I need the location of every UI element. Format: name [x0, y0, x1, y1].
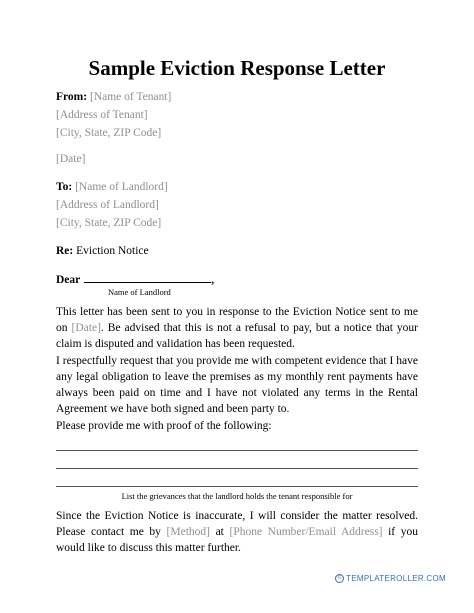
grievances-caption: List the grievances that the landlord holds the tenant responsible for — [121, 491, 353, 501]
re-label: Re: — [56, 245, 74, 257]
date-placeholder: Date — [59, 153, 82, 165]
grievance-line-3 — [56, 486, 418, 487]
from-city-line: [City, State, ZIP Code] — [56, 127, 162, 139]
page-title: Sample Eviction Response Letter — [88, 56, 386, 80]
footer-text: TEMPLATEROLLER.COM — [346, 574, 446, 583]
to-address-line: [Address of Landlord] — [56, 199, 159, 211]
to-city-line: [City, State, ZIP Code] — [56, 217, 162, 229]
tenant-address-placeholder: Address of Tenant — [59, 109, 144, 121]
landlord-address-placeholder: Address of Landlord — [59, 199, 156, 211]
tenant-city-placeholder: City, State, ZIP Code — [59, 127, 158, 139]
copyright-icon: © — [335, 574, 344, 583]
grievance-line-2 — [56, 468, 418, 469]
to-label: To: — [56, 181, 73, 193]
from-name-line: From: [Name of Tenant] — [56, 91, 172, 103]
paragraph-4: Since the Eviction Notice is inaccurate, I will consider the matter resolved. Please contact me by [Method] at [Phone Number/Email Address] if you would like to discuss this matter further. — [56, 510, 418, 554]
from-label: From: — [56, 91, 88, 103]
landlord-city-placeholder: City, State, ZIP Code — [59, 217, 158, 229]
grievance-line-1 — [56, 450, 418, 451]
salutation-line: Dear , — [56, 274, 215, 286]
contact-placeholder: Phone Number/Email Address — [233, 526, 379, 538]
method-placeholder: Method — [170, 526, 207, 538]
landlord-name-placeholder: Name of Landlord — [78, 181, 164, 193]
dear-label: Dear — [56, 274, 81, 286]
notice-date-placeholder: Date — [75, 322, 98, 334]
re-line — [56, 244, 149, 259]
paragraph-2: I respectfully request that you provide me with competent evidence that I have any legal obligation to leave the premises as my monthly rent payments have always been paid on time and I have not violated any terms in the Rental Agreement we have both signed and been party to. — [56, 355, 418, 415]
to-name-line: To: [Name of Landlord] — [56, 181, 168, 193]
date-line: [Date] — [56, 153, 86, 165]
from-address-line: [Address of Tenant] — [56, 109, 148, 121]
re-subject: Eviction Notice — [76, 245, 149, 257]
footer-watermark[interactable] — [335, 574, 446, 584]
tenant-name-placeholder: Name of Tenant — [93, 91, 168, 103]
paragraph-1: This letter has been sent to you in response to the Eviction Notice sent to me on [Date]. Be advised that this is not a refusal to pay, but a notice that your claim is disputed and validation has been requested. — [56, 306, 419, 350]
paragraph-3: Please provide me with proof of the following: — [56, 420, 272, 432]
landlord-name-blank — [84, 272, 211, 283]
landlord-name-caption: Name of Landlord — [108, 287, 171, 297]
